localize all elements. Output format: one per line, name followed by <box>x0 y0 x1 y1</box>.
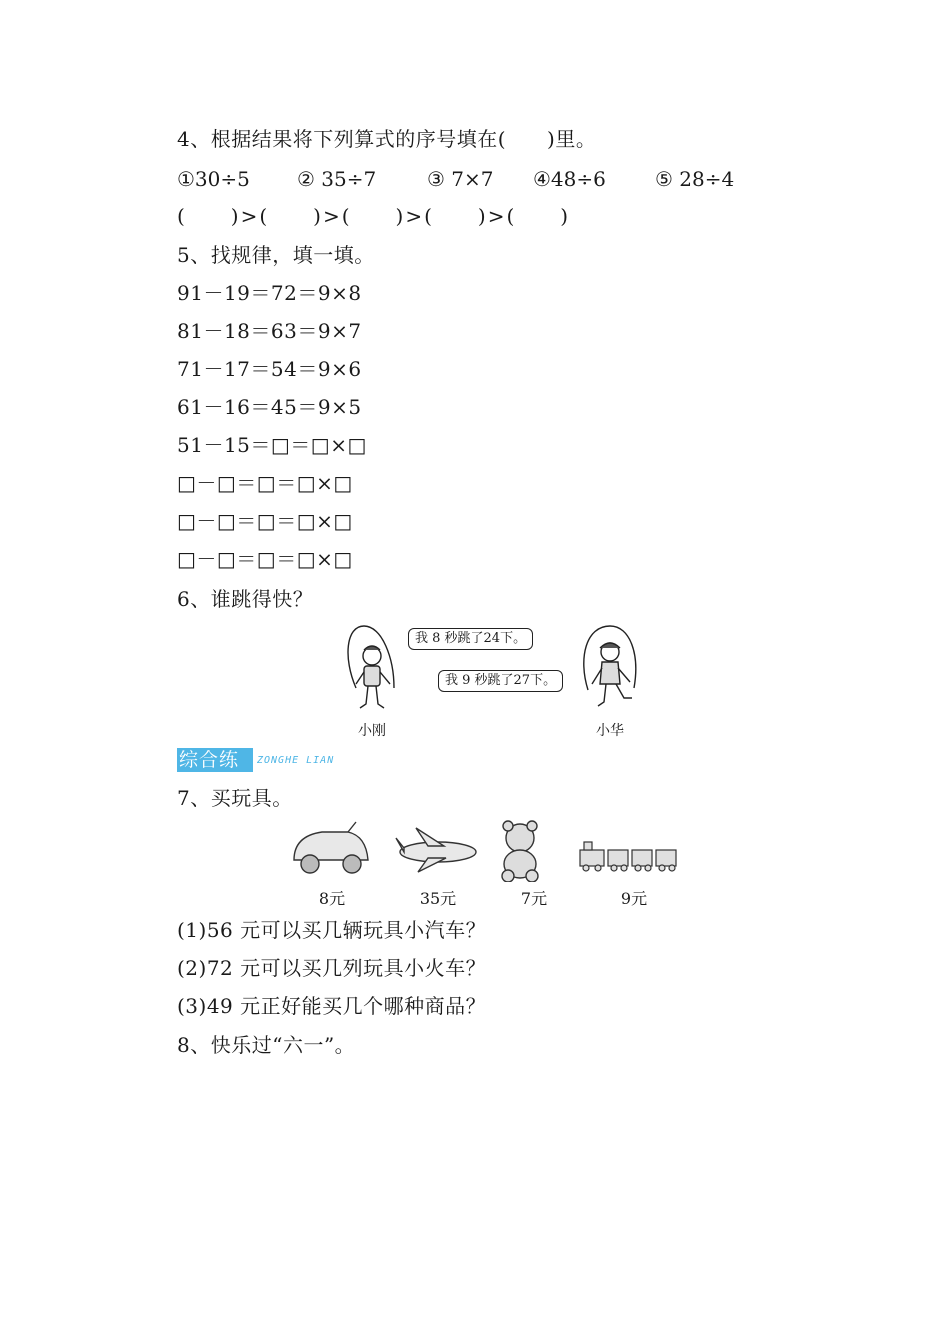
name-xiaohua: 小华 <box>596 723 624 739</box>
q5-line-7: □－□＝□＝□×□ <box>177 509 353 533</box>
q4-option-2: ② 35÷7 <box>297 167 377 191</box>
q4-answer-blanks: ( )>( )>( )>( )>( ) <box>177 204 571 228</box>
section-banner <box>177 748 337 772</box>
q4-title: 4、根据结果将下列算式的序号填在( )里。 <box>177 127 597 151</box>
q7-sub-3: (3)49 元正好能买几个哪种商品？ <box>177 994 487 1018</box>
q5-line-5: 51－15＝□＝□×□ <box>177 433 367 457</box>
price-plane: 35元 <box>419 889 457 908</box>
boy-jumping-icon <box>348 626 394 708</box>
q5-line-3: 71－17＝54＝9×6 <box>177 357 362 381</box>
q5-line-6: □－□＝□＝□×□ <box>177 471 353 495</box>
q4-option-4: ④48÷6 <box>533 167 606 191</box>
toys-illustration <box>288 816 692 882</box>
q7-title: 7、买玩具。 <box>177 786 293 810</box>
q5-line-1: 91－19＝72＝9×8 <box>177 281 362 305</box>
toy-price-panel <box>288 816 692 906</box>
price-bear: 7元 <box>520 889 548 908</box>
q5-line-4: 61－16＝45＝9×5 <box>177 395 362 419</box>
girl-jumping-icon <box>584 626 636 706</box>
teddy-bear-icon <box>502 821 538 882</box>
speech-bubble-xiaogang: 我 8 秒跳了24下。 <box>408 628 533 650</box>
toy-train-icon <box>580 842 676 871</box>
banner-subtitle: ZONGHE LIAN <box>257 755 335 766</box>
q4-option-3: ③ 7×7 <box>427 167 494 191</box>
toy-plane-icon <box>396 828 476 872</box>
q5-title: 5、找规律，填一填。 <box>177 243 375 267</box>
price-train: 9元 <box>620 889 648 908</box>
q5-line-2: 81－18＝63＝9×7 <box>177 319 362 343</box>
q7-sub-1: (1)56 元可以买几辆玩具小汽车？ <box>177 918 487 942</box>
price-car: 8元 <box>318 889 346 908</box>
speech-bubble-xiaohua: 我 9 秒跳了27下。 <box>438 670 563 692</box>
q8-title: 8、快乐过“六一”。 <box>177 1033 356 1057</box>
name-xiaogang: 小刚 <box>358 723 386 739</box>
q6-title: 6、谁跳得快？ <box>177 587 314 611</box>
q5-line-8: □－□＝□＝□×□ <box>177 547 353 571</box>
toy-car-icon <box>294 822 368 873</box>
q4-option-1: ①30÷5 <box>177 167 250 191</box>
jump-rope-illustration <box>338 618 646 742</box>
banner-title: 综合练 <box>179 749 240 771</box>
q7-sub-2: (2)72 元可以买几列玩具小火车？ <box>177 956 487 980</box>
q4-option-5: ⑤ 28÷4 <box>655 167 735 191</box>
